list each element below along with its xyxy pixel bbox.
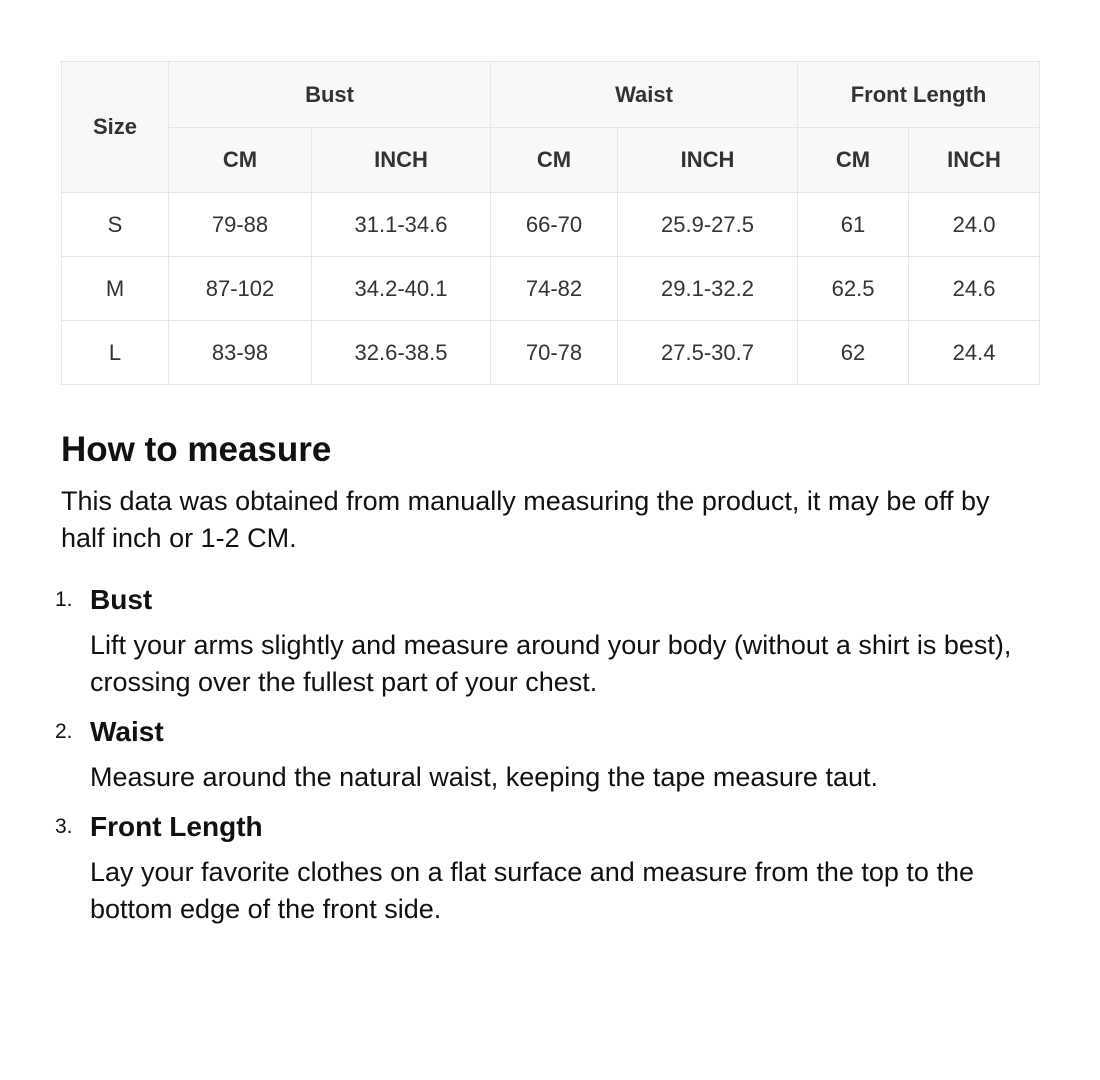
table-header-row: [62, 62, 1040, 128]
size-cell: L: [62, 321, 169, 385]
table-cell: 79-88: [169, 193, 312, 257]
bust-cm-header: CM: [169, 128, 312, 193]
table-cell: 24.6: [909, 257, 1040, 321]
waist-inch-header: INCH: [618, 128, 798, 193]
front-length-cm-header: CM: [798, 128, 909, 193]
table-cell: 24.4: [909, 321, 1040, 385]
measure-steps-list: [55, 581, 1039, 928]
table-row: [62, 257, 1040, 321]
list-item: [55, 713, 1039, 808]
step-title: Bust: [90, 584, 153, 615]
table-cell: 27.5-30.7: [618, 321, 798, 385]
waist-group-header: Waist: [491, 62, 798, 128]
step-number: 2.: [55, 720, 73, 743]
waist-cm-header: CM: [491, 128, 618, 193]
bust-group-header: Bust: [169, 62, 491, 128]
bust-inch-header: INCH: [312, 128, 491, 193]
size-column-header: Size: [62, 62, 169, 193]
list-item: [55, 581, 1039, 713]
front-length-group-header: Front Length: [798, 62, 1040, 128]
table-row: [62, 321, 1040, 385]
measure-intro-text: This data was obtained from manually measuring the product, it may be off by half inch or 1-2 CM.: [61, 486, 990, 553]
table-cell: 24.0: [909, 193, 1040, 257]
table-cell: 74-82: [491, 257, 618, 321]
size-guide: [55, 61, 1039, 924]
how-to-measure-heading: How to measure: [61, 430, 332, 469]
size-cell: S: [62, 193, 169, 257]
step-description: Lay your favorite clothes on a flat surface and measure from the top to the bottom edge of the front side.: [90, 857, 974, 924]
size-chart-table: [61, 61, 1040, 385]
table-cell: 61: [798, 193, 909, 257]
table-cell: 25.9-27.5: [618, 193, 798, 257]
step-description: Lift your arms slightly and measure around your body (without a shirt is best), crossing over the fullest part of your chest.: [90, 630, 1012, 697]
table-cell: 29.1-32.2: [618, 257, 798, 321]
table-cell: 83-98: [169, 321, 312, 385]
list-item: [55, 808, 1039, 928]
table-cell: 66-70: [491, 193, 618, 257]
table-cell: 62.5: [798, 257, 909, 321]
table-unit-row: [62, 128, 1040, 193]
size-cell: M: [62, 257, 169, 321]
step-title: Front Length: [90, 811, 263, 842]
step-number: 1.: [55, 588, 73, 611]
table-cell: 32.6-38.5: [312, 321, 491, 385]
table-cell: 87-102: [169, 257, 312, 321]
table-row: [62, 193, 1040, 257]
table-cell: 34.2-40.1: [312, 257, 491, 321]
table-cell: 62: [798, 321, 909, 385]
table-cell: 70-78: [491, 321, 618, 385]
step-number: 3.: [55, 815, 73, 838]
front-length-inch-header: INCH: [909, 128, 1040, 193]
step-description: Measure around the natural waist, keeping the tape measure taut.: [90, 762, 878, 792]
step-title: Waist: [90, 716, 164, 747]
table-cell: 31.1-34.6: [312, 193, 491, 257]
